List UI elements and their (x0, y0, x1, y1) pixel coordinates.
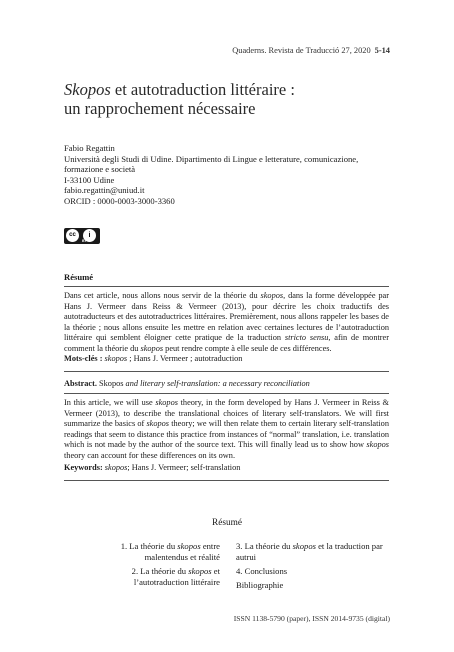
toc-item[interactable] (236, 580, 386, 591)
toc-item-text: 3. La théorie du (236, 541, 293, 551)
divider (64, 371, 389, 372)
divider (64, 393, 389, 394)
toc-item[interactable] (100, 541, 220, 563)
abstract-italic-3: skopos (366, 440, 389, 450)
toc-item[interactable] (236, 566, 386, 577)
issn-footer: ISSN 1138-5790 (paper), ISSN 2014-9735 (digital) (233, 614, 390, 623)
toc-item-text: 1. La théorie du (120, 541, 178, 551)
toc-item-italic: skopos (188, 566, 212, 576)
running-header (232, 46, 390, 55)
keywords-fr (64, 354, 389, 365)
journal-name: Quaderns. Revista de Traducció 27, 2020 (232, 46, 371, 55)
article-title (64, 80, 394, 118)
author-email[interactable]: fabio.regattin@uniud.it (64, 185, 145, 196)
toc-title: Résumé (212, 518, 242, 528)
abstract-italic-1: skopos (155, 398, 178, 407)
toc-item-text: 4. Conclusions (236, 566, 288, 576)
toc-item-text: et la traduction par autrui (236, 541, 383, 562)
divider (64, 286, 389, 287)
resume-text-2: , dans la forme développée par Hans J. Vermeer dans Reiss & Vermeer (2013), pour décrire les choix traductifs des autotraducteurs et des autotraductrices littéraires. Premièrement, nous allons rappeler les bases de la théorie ; nous allons ensuite les mettre en relation avec certaines lectures de l’autotraduction littéraire qui semblent éloigner cette pratique de la traduction (64, 291, 390, 343)
abstract-title (64, 379, 389, 390)
resume-text-3: , afin de montrer comment la théorie du (64, 333, 389, 353)
keywords-fr-italic: skopos (102, 354, 128, 363)
title-italic: Skopos (64, 80, 111, 99)
cc-by-license-badge[interactable] (64, 228, 100, 244)
abstract-italic-2: skopos (146, 419, 170, 429)
toc-item-italic: skopos (292, 541, 316, 551)
abstract-paragraph (64, 398, 389, 462)
abstract-text-4: theory can account for these differences on its own. (64, 450, 236, 460)
abstract-text-3: theory; we will then relate them to certain literary self-translation readings that seem to distance this practice from instances of “normal” translation, i.e. translation which is not made by the author of the source text. This will finally lead us to show how (64, 419, 389, 450)
resume-italic-1: skopos (260, 291, 284, 300)
abstract-label: Abstract. (64, 379, 97, 388)
page-range: 5-14 (374, 46, 390, 55)
resume-italic-2: stricto sensu (284, 333, 329, 343)
toc-item[interactable] (236, 541, 386, 563)
toc-item-text: et l’autotraduction littéraire (133, 566, 220, 587)
abstract-text-2: theory, in the form developed by Hans J. Vermeer in Reiss & Vermeer (2013), to describe the translational choices of literary self-translators. We will first summarize the basics of (64, 398, 389, 429)
toc-item-text: entre malentendus et réalité (144, 541, 220, 562)
resume-text-1: Dans cet article, nous allons nous servir de la théorie du (64, 291, 261, 300)
resume-italic-3: skopos (140, 343, 164, 353)
resume-heading: Résumé (64, 272, 94, 282)
title-line2: un rapprochement nécessaire (64, 99, 256, 118)
toc-left-column (100, 541, 220, 591)
author-block (64, 143, 394, 207)
toc-item-text: 2. La théorie du (131, 566, 189, 576)
title-line1-rest: et autotraduction littéraire : (110, 80, 295, 99)
resume-text-4: peut rendre compte à elle seule de ces différences. (163, 343, 332, 353)
author-affiliation: Università degli Studi di Udine. Dipartimento di Lingue e letterature, comunicazione, formazione e società (64, 153, 359, 175)
toc-right-column (236, 541, 386, 594)
attribution-icon: i (83, 229, 96, 242)
resume-paragraph (64, 291, 389, 355)
toc-item[interactable] (100, 566, 220, 588)
keywords-en (64, 463, 389, 474)
keywords-en-italic: skopos (102, 463, 128, 472)
author-name: Fabio Regattin (64, 143, 115, 153)
divider (64, 480, 389, 481)
toc-item-text: Bibliographie (236, 580, 284, 590)
cc-icon: cc (66, 229, 79, 242)
abstract-title-plain: Skopos (96, 379, 124, 388)
author-orcid[interactable]: ORCID : 0000-0003-3000-3360 (64, 195, 175, 206)
keywords-fr-label: Mots-clés : (64, 354, 103, 363)
toc-item-italic: skopos (177, 541, 201, 551)
keywords-fr-rest: ; Hans J. Vermeer ; autotraduction (127, 354, 243, 363)
abstract-text-1: In this article, we will use (64, 398, 156, 407)
author-address: I-33100 Udine (64, 174, 115, 185)
keywords-en-label: Keywords: (64, 463, 103, 472)
abstract-title-italic: and literary self-translation: a necessary reconciliation (123, 379, 310, 388)
by-label: BY (82, 239, 87, 243)
keywords-en-rest: ; Hans J. Vermeer; self-translation (127, 463, 241, 472)
